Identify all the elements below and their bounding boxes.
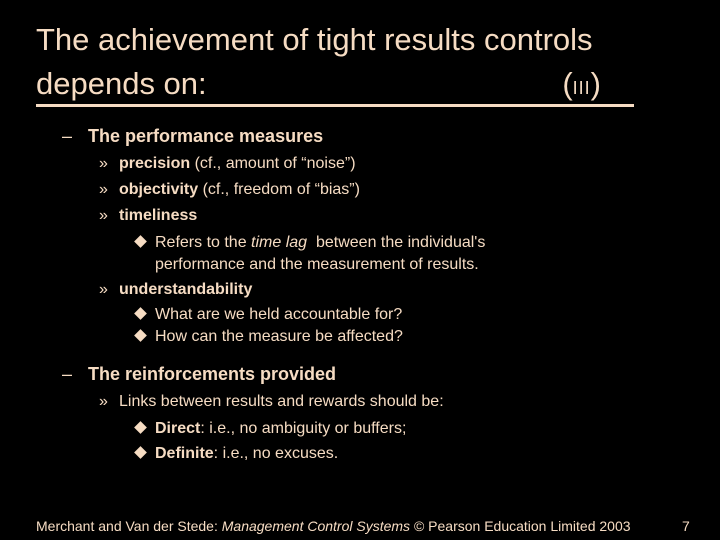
bullet-marker: » xyxy=(99,281,108,298)
title-line-2: depends on: xyxy=(36,66,207,101)
footer-authors: Merchant and Van der Stede: xyxy=(36,518,222,534)
sub-item-text-post: between the individual's xyxy=(307,234,486,251)
roman-close-paren: ) xyxy=(590,66,601,101)
item-term: timeliness xyxy=(119,207,198,224)
sub-item-text: What are we held accountable for? xyxy=(155,306,403,323)
sub-item-text: : i.e., no ambiguity or buffers; xyxy=(200,420,407,437)
title-line-1: The achievement of tight results controls xyxy=(36,22,593,57)
item-term: understandability xyxy=(119,281,253,298)
sub-item-text: : i.e., no excuses. xyxy=(213,445,339,462)
sub-item-italic: time lag xyxy=(251,234,308,251)
sub-item-text: How can the measure be affected? xyxy=(155,328,403,345)
diamond-bullet-icon xyxy=(134,329,147,342)
item-description: (cf., freedom of “bias”) xyxy=(198,181,360,198)
sub-item-text-pre: Refers to the xyxy=(155,234,252,251)
slide-title xyxy=(36,18,636,106)
footer-citation xyxy=(36,518,631,534)
roman-numeral: III xyxy=(572,78,591,98)
title-part-number xyxy=(562,62,601,110)
dash-marker: – xyxy=(62,364,73,384)
footer-copyright: © Pearson Education Limited 2003 xyxy=(410,518,631,534)
section-heading-text: The performance measures xyxy=(88,126,324,146)
diamond-bullet-icon xyxy=(134,421,147,434)
sub-item-continuation: performance and the measurement of results. xyxy=(155,256,479,273)
item-description: (cf., amount of “noise”) xyxy=(190,155,356,172)
diamond-bullet-icon xyxy=(134,307,147,320)
item-description: Links between results and rewards should be: xyxy=(119,393,444,410)
bullet-marker: » xyxy=(99,207,108,224)
roman-open-paren: ( xyxy=(562,66,573,101)
item-term: precision xyxy=(119,155,191,172)
section-heading-text: The reinforcements provided xyxy=(88,364,337,384)
diamond-bullet-icon xyxy=(134,446,147,459)
bullet-marker: » xyxy=(99,393,108,410)
diamond-bullet-icon xyxy=(134,235,147,248)
page-number: 7 xyxy=(682,518,690,534)
dash-marker: – xyxy=(62,126,73,146)
bullet-marker: » xyxy=(99,181,108,198)
footer-book-title: Management Control Systems xyxy=(221,518,411,534)
title-underline xyxy=(36,104,634,107)
item-term: objectivity xyxy=(119,181,199,198)
bullet-marker: » xyxy=(99,155,108,172)
sub-item-term: Direct xyxy=(155,420,201,437)
sub-item-term: Definite xyxy=(155,445,214,462)
